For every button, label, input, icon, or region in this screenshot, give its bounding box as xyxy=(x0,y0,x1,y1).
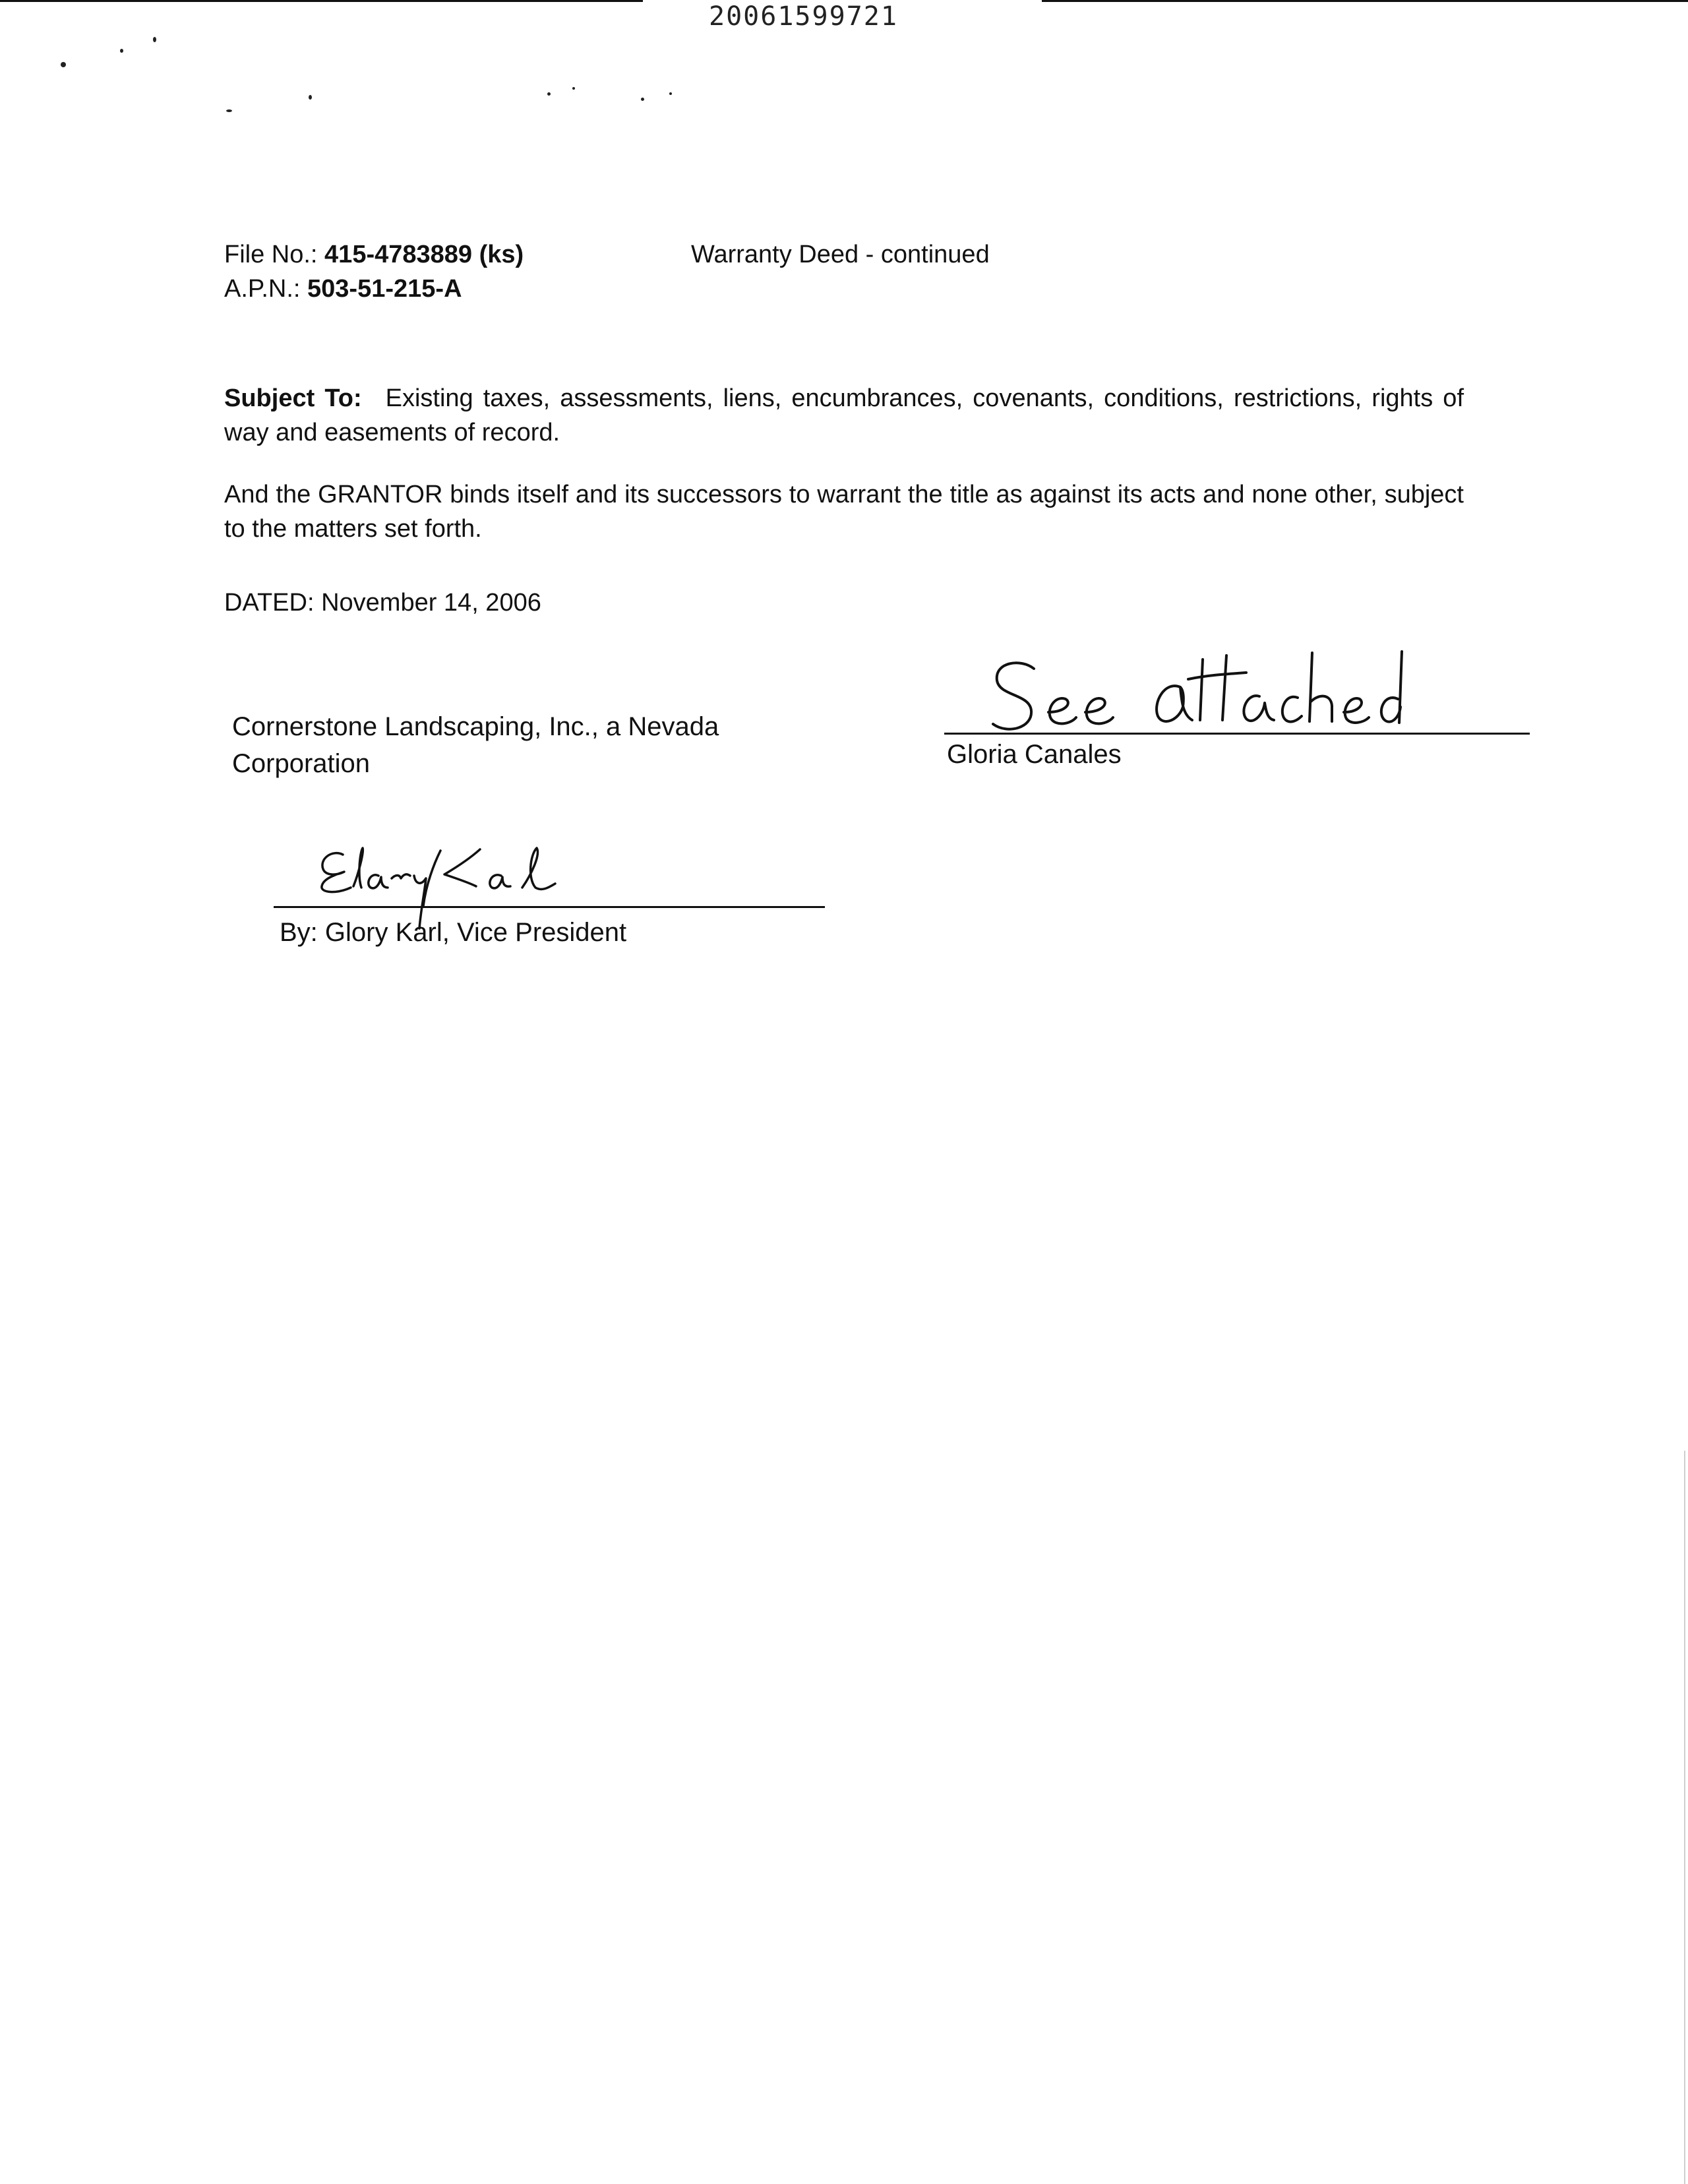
apn-value: 503-51-215-A xyxy=(307,275,462,303)
recording-number: 20061599721 xyxy=(709,1,898,32)
company-line-1: Cornerstone Landscaping, Inc., a Nevada xyxy=(232,712,719,741)
file-no-value: 415-4783889 (ks) xyxy=(324,241,524,268)
scan-speck xyxy=(153,37,156,42)
scan-edge xyxy=(1684,1451,1685,2184)
file-info-block xyxy=(224,237,524,306)
top-border-left xyxy=(0,0,643,2)
signer-by-line: By: Glory Karl, Vice President xyxy=(280,918,627,947)
signer-name-right: Gloria Canales xyxy=(947,740,1122,769)
company-line-2: Corporation xyxy=(232,749,371,778)
dated-line: DATED: November 14, 2006 xyxy=(224,589,541,617)
scan-speck xyxy=(120,49,123,53)
apn-row xyxy=(224,272,524,306)
scan-speck xyxy=(226,109,232,112)
scan-speck xyxy=(641,98,644,101)
signature-line-right xyxy=(944,733,1530,735)
scan-speck xyxy=(309,95,312,100)
scan-speck xyxy=(547,92,551,96)
apn-label: A.P.N.: xyxy=(224,275,301,303)
deed-title: Warranty Deed - continued xyxy=(691,241,990,268)
file-no-label: File No.: xyxy=(224,241,318,268)
company-name xyxy=(232,708,826,782)
grantor-clause: And the GRANTOR binds itself and its successors to warrant the title as against its acts and none other, subject to the matters set forth. xyxy=(224,481,1464,543)
subject-to-text: Existing taxes, assessments, liens, encumbrances, covenants, conditions, restrictions, rights of way and easements of record. xyxy=(224,384,1464,446)
scan-speck xyxy=(572,87,575,90)
scan-speck xyxy=(61,62,66,67)
subject-to-paragraph xyxy=(224,381,1464,450)
subject-to-label: Subject To: xyxy=(224,384,362,412)
file-no-row xyxy=(224,237,524,272)
scan-speck xyxy=(669,92,672,95)
see-attached-signature xyxy=(982,646,1444,745)
signature-line-left xyxy=(274,906,825,908)
top-border-right xyxy=(1042,0,1688,2)
